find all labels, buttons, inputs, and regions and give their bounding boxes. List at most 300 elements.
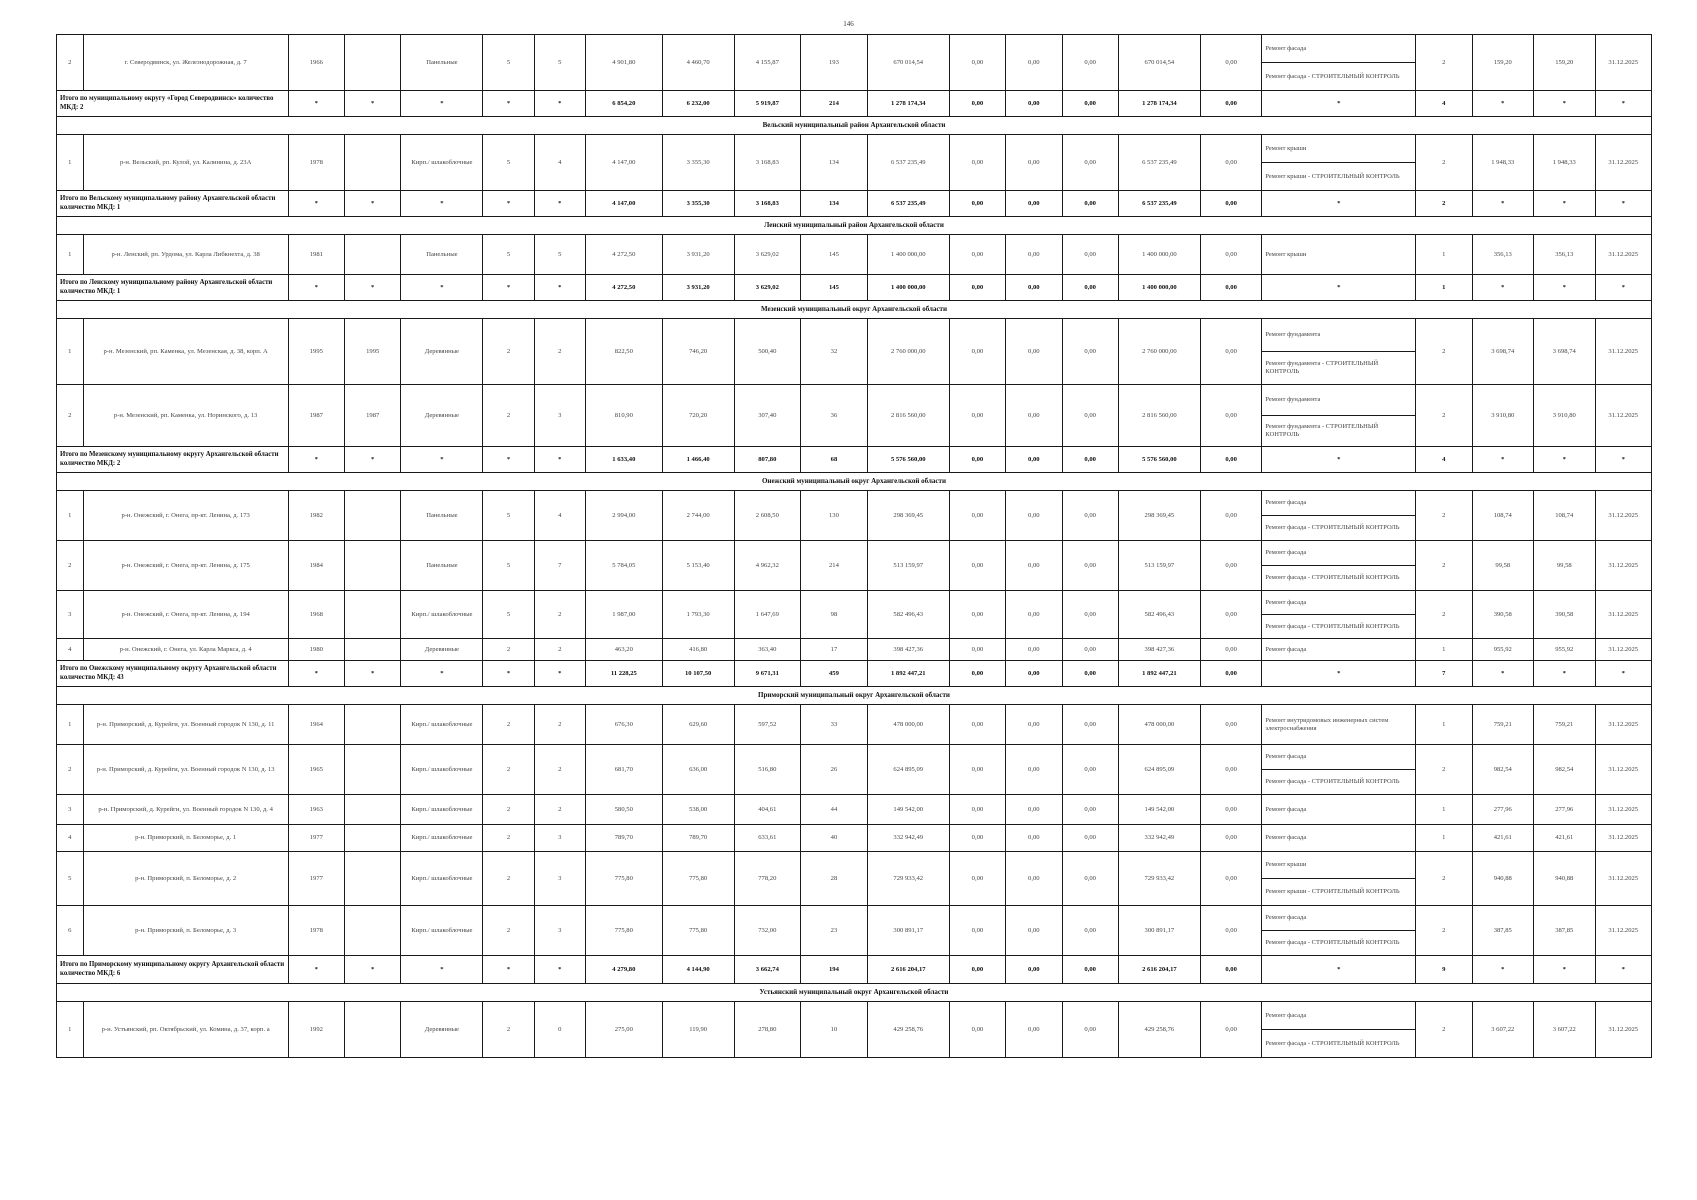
- total-cell: 3 355,30: [662, 191, 734, 217]
- table-cell: 3 168,83: [734, 135, 801, 191]
- table-cell: [345, 795, 401, 825]
- table-row: [57, 795, 1652, 825]
- table-cell: 2: [483, 745, 534, 795]
- table-cell: 2: [1416, 319, 1472, 385]
- table-cell: 31.12.2025: [1595, 825, 1651, 852]
- table-cell: 4 147,00: [585, 135, 662, 191]
- total-cell: *: [483, 447, 534, 473]
- table-cell: 416,80: [662, 639, 734, 661]
- table-cell: 398 427,36: [1118, 639, 1200, 661]
- table-cell: 789,70: [585, 825, 662, 852]
- work-type: Ремонт фасада - СТРОИТЕЛЬНЫЙ КОНТРОЛЬ: [1262, 770, 1416, 795]
- table-cell: 582 496,43: [867, 591, 949, 639]
- table-cell: 0,00: [1200, 639, 1262, 661]
- total-cell: 4: [1416, 447, 1472, 473]
- table-cell: 629,60: [662, 705, 734, 745]
- table-cell: 2 760 000,00: [1118, 319, 1200, 385]
- total-cell: *: [345, 661, 401, 687]
- table-cell: 3 355,30: [662, 135, 734, 191]
- table-cell: Панельные: [401, 491, 483, 541]
- table-cell: 4: [57, 639, 84, 661]
- table-cell: 0,00: [1062, 1002, 1118, 1058]
- table-row: [57, 1002, 1652, 1030]
- section-header: Онежский муниципальный округ Архангельской области: [57, 473, 1652, 491]
- address-cell: р-н. Онежский, г. Онега, пр-кт. Ленина, д. 175: [83, 541, 288, 591]
- table-cell: 1: [1416, 825, 1472, 852]
- table-cell: 778,20: [734, 852, 801, 906]
- total-cell: 0,00: [1200, 191, 1262, 217]
- work-type: Ремонт фундамента: [1262, 385, 1416, 416]
- address-cell: р-н. Ленский, рп. Урдома, ул. Карла Либкнехта, д. 38: [83, 235, 288, 275]
- total-cell: 807,80: [734, 447, 801, 473]
- table-cell: 31.12.2025: [1595, 135, 1651, 191]
- table-cell: 0,00: [1006, 235, 1062, 275]
- table-cell: 0,00: [1200, 906, 1262, 956]
- address-cell: р-н. Приморский, п. Беломорье, д. 2: [83, 852, 288, 906]
- table-cell: 0,00: [949, 825, 1005, 852]
- total-cell: *: [534, 275, 585, 301]
- total-label: Итого по Мезенскому муниципальному округу Архангельской области количество МКД: 2: [57, 447, 289, 473]
- table-cell: 1995: [288, 319, 344, 385]
- total-cell: 1: [1416, 275, 1472, 301]
- total-cell: 0,00: [1200, 275, 1262, 301]
- table-cell: 0,00: [1200, 491, 1262, 541]
- total-cell: 1 633,40: [585, 447, 662, 473]
- table-cell: [345, 906, 401, 956]
- table-row: [57, 135, 1652, 163]
- table-cell: 4: [534, 491, 585, 541]
- table-cell: 0,00: [1062, 795, 1118, 825]
- table-cell: [345, 852, 401, 906]
- table-cell: 1 400 000,00: [1118, 235, 1200, 275]
- total-cell: 0,00: [949, 661, 1005, 687]
- table-cell: 1992: [288, 1002, 344, 1058]
- address-cell: р-н. Приморский, д. Курейги, ул. Военный городок N 130, д. 11: [83, 705, 288, 745]
- table-cell: [345, 705, 401, 745]
- table-cell: 10: [801, 1002, 868, 1058]
- section-header-row: [57, 301, 1652, 319]
- table-cell: 0,00: [1006, 825, 1062, 852]
- total-cell: 10 107,50: [662, 661, 734, 687]
- table-cell: 0,00: [1006, 319, 1062, 385]
- table-cell: 1 647,69: [734, 591, 801, 639]
- table-cell: 214: [801, 541, 868, 591]
- table-cell: 31.12.2025: [1595, 795, 1651, 825]
- table-cell: 2: [1416, 491, 1472, 541]
- table-cell: 0,00: [1062, 541, 1118, 591]
- total-cell: *: [1472, 661, 1534, 687]
- table-cell: 98: [801, 591, 868, 639]
- work-type: Ремонт крыши - СТРОИТЕЛЬНЫЙ КОНТРОЛЬ: [1262, 879, 1416, 906]
- table-cell: 4 901,80: [585, 35, 662, 91]
- table-cell: 1 948,33: [1472, 135, 1534, 191]
- total-cell: *: [345, 447, 401, 473]
- total-row: [57, 447, 1652, 473]
- table-cell: 759,21: [1472, 705, 1534, 745]
- table-cell: 720,20: [662, 385, 734, 447]
- table-cell: 940,88: [1534, 852, 1596, 906]
- total-cell: 1 278 174,34: [867, 91, 949, 117]
- total-cell: 0,00: [949, 447, 1005, 473]
- table-cell: 1977: [288, 825, 344, 852]
- work-type: Ремонт фасада: [1262, 795, 1416, 825]
- table-cell: 108,74: [1472, 491, 1534, 541]
- table-cell: 0,00: [1200, 385, 1262, 447]
- table-cell: 636,00: [662, 745, 734, 795]
- section-header: Мезенский муниципальный округ Архангельской области: [57, 301, 1652, 319]
- table-cell: 1995: [345, 319, 401, 385]
- table-cell: 670 014,54: [1118, 35, 1200, 91]
- table-cell: 6 537 235,49: [867, 135, 949, 191]
- table-cell: 332 942,49: [867, 825, 949, 852]
- table-cell: Кирп./ шлакоблочные: [401, 852, 483, 906]
- work-type: Ремонт фасада: [1262, 825, 1416, 852]
- table-cell: 0,00: [949, 541, 1005, 591]
- total-cell: *: [483, 661, 534, 687]
- table-row: [57, 491, 1652, 516]
- table-cell: 1 400 000,00: [867, 235, 949, 275]
- table-cell: 0: [534, 1002, 585, 1058]
- table-cell: Панельные: [401, 235, 483, 275]
- work-type: Ремонт фасада - СТРОИТЕЛЬНЫЙ КОНТРОЛЬ: [1262, 615, 1416, 639]
- total-cell: *: [288, 191, 344, 217]
- table-cell: 5: [483, 35, 534, 91]
- table-cell: 1980: [288, 639, 344, 661]
- table-cell: 1: [57, 705, 84, 745]
- table-cell: 2: [483, 639, 534, 661]
- total-cell: 3 168,83: [734, 191, 801, 217]
- total-cell: *: [534, 91, 585, 117]
- table-cell: 0,00: [949, 235, 1005, 275]
- table-cell: 3 931,20: [662, 235, 734, 275]
- table-cell: 500,40: [734, 319, 801, 385]
- table-cell: 0,00: [1062, 35, 1118, 91]
- table-cell: 193: [801, 35, 868, 91]
- table-cell: 0,00: [1062, 745, 1118, 795]
- table-cell: 0,00: [1006, 385, 1062, 447]
- total-cell: 0,00: [1006, 91, 1062, 117]
- table-cell: 2: [534, 591, 585, 639]
- table-cell: 2: [483, 385, 534, 447]
- address-cell: р-н. Приморский, п. Беломорье, д. 3: [83, 906, 288, 956]
- table-cell: 4 962,32: [734, 541, 801, 591]
- table-cell: 300 891,17: [867, 906, 949, 956]
- total-cell: 134: [801, 191, 868, 217]
- table-cell: 4: [534, 135, 585, 191]
- total-cell: 0,00: [1200, 447, 1262, 473]
- total-cell: *: [1595, 956, 1651, 984]
- table-cell: 5 153,40: [662, 541, 734, 591]
- table-cell: 2: [483, 795, 534, 825]
- table-cell: Панельные: [401, 35, 483, 91]
- table-cell: 2: [1416, 745, 1472, 795]
- table-cell: 31.12.2025: [1595, 906, 1651, 956]
- total-cell: 0,00: [1200, 661, 1262, 687]
- table-cell: 404,61: [734, 795, 801, 825]
- table-cell: 356,13: [1534, 235, 1596, 275]
- table-cell: 1: [57, 135, 84, 191]
- table-cell: 2: [57, 385, 84, 447]
- table-row: [57, 319, 1652, 352]
- table-cell: [345, 235, 401, 275]
- table-cell: 810,90: [585, 385, 662, 447]
- total-cell: *: [534, 191, 585, 217]
- table-cell: 0,00: [1200, 852, 1262, 906]
- total-cell: *: [1262, 275, 1416, 301]
- table-cell: 1: [1416, 235, 1472, 275]
- table-cell: 3: [534, 825, 585, 852]
- table-cell: 775,80: [585, 906, 662, 956]
- total-cell: 3 662,74: [734, 956, 801, 984]
- total-cell: *: [1262, 191, 1416, 217]
- table-cell: 729 933,42: [1118, 852, 1200, 906]
- work-type: Ремонт фасада: [1262, 639, 1416, 661]
- table-cell: 746,20: [662, 319, 734, 385]
- table-cell: 2: [483, 319, 534, 385]
- table-cell: 5: [483, 491, 534, 541]
- table-cell: 2 816 560,00: [1118, 385, 1200, 447]
- total-cell: *: [1534, 956, 1596, 984]
- total-cell: 1 892 447,21: [867, 661, 949, 687]
- table-cell: 2: [1416, 852, 1472, 906]
- table-cell: 463,20: [585, 639, 662, 661]
- table-cell: 4 272,50: [585, 235, 662, 275]
- total-cell: *: [1595, 447, 1651, 473]
- total-cell: 0,00: [1006, 447, 1062, 473]
- work-type: Ремонт фундамента - СТРОИТЕЛЬНЫЙ КОНТРОЛЬ: [1262, 352, 1416, 385]
- table-cell: 36: [801, 385, 868, 447]
- section-header: Устьянский муниципальный округ Архангельской области: [57, 984, 1652, 1002]
- total-cell: 1 400 000,00: [1118, 275, 1200, 301]
- total-cell: 0,00: [949, 275, 1005, 301]
- table-cell: [345, 541, 401, 591]
- total-cell: *: [1595, 275, 1651, 301]
- table-cell: 1: [57, 491, 84, 541]
- work-type: Ремонт фасада - СТРОИТЕЛЬНЫЙ КОНТРОЛЬ: [1262, 516, 1416, 541]
- total-cell: 2 616 204,17: [867, 956, 949, 984]
- table-row: [57, 591, 1652, 615]
- total-cell: 1 278 174,34: [1118, 91, 1200, 117]
- table-cell: 44: [801, 795, 868, 825]
- table-cell: 2: [483, 825, 534, 852]
- table-cell: 1965: [288, 745, 344, 795]
- table-cell: 5: [483, 591, 534, 639]
- table-cell: 0,00: [1062, 385, 1118, 447]
- total-cell: 4 144,90: [662, 956, 734, 984]
- total-cell: *: [1472, 191, 1534, 217]
- table-cell: 982,54: [1534, 745, 1596, 795]
- table-cell: 1 793,30: [662, 591, 734, 639]
- table-cell: Кирп./ шлакоблочные: [401, 745, 483, 795]
- table-cell: 2: [534, 745, 585, 795]
- table-cell: 119,90: [662, 1002, 734, 1058]
- table-cell: 0,00: [949, 319, 1005, 385]
- work-type: Ремонт крыши: [1262, 135, 1416, 163]
- total-cell: *: [345, 275, 401, 301]
- table-cell: Кирп./ шлакоблочные: [401, 135, 483, 191]
- table-cell: 2: [483, 852, 534, 906]
- work-type: Ремонт фасада: [1262, 541, 1416, 566]
- table-cell: 1966: [288, 35, 344, 91]
- table-cell: 2: [1416, 1002, 1472, 1058]
- table-cell: 538,00: [662, 795, 734, 825]
- address-cell: р-н. Устьянский, рп. Октябрьский, ул. Комина, д. 37, корп. а: [83, 1002, 288, 1058]
- table-cell: 0,00: [1200, 35, 1262, 91]
- table-cell: 759,21: [1534, 705, 1596, 745]
- table-cell: 5: [534, 235, 585, 275]
- total-cell: *: [401, 956, 483, 984]
- table-row: [57, 852, 1652, 879]
- total-cell: 0,00: [1062, 91, 1118, 117]
- total-cell: *: [1534, 661, 1596, 687]
- total-cell: 9: [1416, 956, 1472, 984]
- table-cell: 300 891,17: [1118, 906, 1200, 956]
- table-cell: 2: [534, 705, 585, 745]
- table-cell: 1964: [288, 705, 344, 745]
- table-cell: 2: [534, 795, 585, 825]
- total-cell: 4 279,80: [585, 956, 662, 984]
- total-cell: 0,00: [1062, 447, 1118, 473]
- total-cell: *: [1472, 447, 1534, 473]
- work-type: Ремонт фасада - СТРОИТЕЛЬНЫЙ КОНТРОЛЬ: [1262, 1030, 1416, 1058]
- table-cell: 1: [57, 1002, 84, 1058]
- work-type: Ремонт внутридомовых инженерных систем электроснабжения: [1262, 705, 1416, 745]
- table-cell: 31.12.2025: [1595, 491, 1651, 541]
- table-cell: 32: [801, 319, 868, 385]
- work-type: Ремонт фасада: [1262, 906, 1416, 931]
- table-cell: 0,00: [1006, 852, 1062, 906]
- address-cell: р-н. Онежский, г. Онега, пр-кт. Ленина, д. 194: [83, 591, 288, 639]
- table-cell: 0,00: [1200, 745, 1262, 795]
- table-cell: Кирп./ шлакоблочные: [401, 795, 483, 825]
- total-cell: 0,00: [1006, 956, 1062, 984]
- table-cell: 2: [483, 705, 534, 745]
- table-cell: 1: [1416, 639, 1472, 661]
- table-cell: 31.12.2025: [1595, 639, 1651, 661]
- table-cell: Деревянные: [401, 639, 483, 661]
- work-type: Ремонт крыши: [1262, 235, 1416, 275]
- table-cell: 3 910,80: [1472, 385, 1534, 447]
- total-cell: 0,00: [1062, 661, 1118, 687]
- table-row: [57, 35, 1652, 63]
- table-cell: 0,00: [1062, 319, 1118, 385]
- table-cell: 31.12.2025: [1595, 745, 1651, 795]
- total-row: [57, 275, 1652, 301]
- table-cell: 4 155,87: [734, 35, 801, 91]
- table-cell: 2: [483, 906, 534, 956]
- address-cell: р-н. Мезенский, рп. Каменка, ул. Мезенская, д. 38, корп. А: [83, 319, 288, 385]
- table-cell: 0,00: [1200, 825, 1262, 852]
- total-cell: 0,00: [949, 191, 1005, 217]
- total-cell: *: [1262, 91, 1416, 117]
- table-cell: 0,00: [1062, 705, 1118, 745]
- table-cell: 387,85: [1534, 906, 1596, 956]
- table-cell: 6: [57, 906, 84, 956]
- total-cell: 5 576 560,00: [1118, 447, 1200, 473]
- total-label: Итого по Приморскому муниципальному округу Архангельской области количество МКД: 6: [57, 956, 289, 984]
- table-cell: 3: [534, 852, 585, 906]
- table-cell: 0,00: [1006, 639, 1062, 661]
- total-cell: 1 400 000,00: [867, 275, 949, 301]
- section-header: Вельский муниципальный район Архангельской области: [57, 117, 1652, 135]
- total-cell: 9 671,31: [734, 661, 801, 687]
- total-cell: 6 537 235,49: [867, 191, 949, 217]
- table-cell: 5: [483, 235, 534, 275]
- table-cell: 2: [1416, 906, 1472, 956]
- work-type: Ремонт крыши - СТРОИТЕЛЬНЫЙ КОНТРОЛЬ: [1262, 163, 1416, 191]
- total-cell: *: [401, 91, 483, 117]
- table-cell: 982,54: [1472, 745, 1534, 795]
- table-cell: 3: [57, 591, 84, 639]
- total-cell: *: [1534, 191, 1596, 217]
- table-cell: 478 000,00: [867, 705, 949, 745]
- work-type: Ремонт фасада: [1262, 745, 1416, 770]
- table-cell: 2: [57, 541, 84, 591]
- table-cell: 1987: [288, 385, 344, 447]
- table-cell: 1 948,33: [1534, 135, 1596, 191]
- table-cell: Кирп./ шлакоблочные: [401, 825, 483, 852]
- table-cell: 421,61: [1534, 825, 1596, 852]
- capital-repair-table: [56, 34, 1652, 1058]
- section-header-row: [57, 687, 1652, 705]
- total-cell: 4 272,50: [585, 275, 662, 301]
- total-cell: 5 919,87: [734, 91, 801, 117]
- total-cell: 6 537 235,49: [1118, 191, 1200, 217]
- total-cell: 0,00: [1062, 275, 1118, 301]
- table-cell: 0,00: [949, 591, 1005, 639]
- table-cell: [345, 825, 401, 852]
- table-cell: 2: [534, 319, 585, 385]
- table-cell: 3 629,02: [734, 235, 801, 275]
- total-cell: 145: [801, 275, 868, 301]
- table-cell: 17: [801, 639, 868, 661]
- table-row: [57, 541, 1652, 566]
- table-cell: 390,58: [1472, 591, 1534, 639]
- total-cell: *: [483, 956, 534, 984]
- table-cell: 676,30: [585, 705, 662, 745]
- total-cell: 11 228,25: [585, 661, 662, 687]
- table-cell: 1984: [288, 541, 344, 591]
- table-cell: 624 895,09: [1118, 745, 1200, 795]
- table-cell: 0,00: [949, 1002, 1005, 1058]
- table-cell: 0,00: [1200, 591, 1262, 639]
- table-cell: 0,00: [949, 745, 1005, 795]
- table-cell: 0,00: [1006, 491, 1062, 541]
- table-cell: 1968: [288, 591, 344, 639]
- total-cell: 0,00: [1200, 91, 1262, 117]
- total-cell: *: [288, 956, 344, 984]
- table-cell: 0,00: [1200, 235, 1262, 275]
- table-cell: 1: [57, 235, 84, 275]
- total-cell: 5 576 560,00: [867, 447, 949, 473]
- table-cell: 5: [483, 135, 534, 191]
- table-cell: 31.12.2025: [1595, 852, 1651, 906]
- table-cell: 0,00: [1006, 135, 1062, 191]
- table-cell: 3 698,74: [1472, 319, 1534, 385]
- total-cell: 1 892 447,21: [1118, 661, 1200, 687]
- table-cell: 145: [801, 235, 868, 275]
- table-cell: 332 942,49: [1118, 825, 1200, 852]
- address-cell: р-н. Приморский, д. Курейги, ул. Военный городок N 130, д. 13: [83, 745, 288, 795]
- table-cell: 1978: [288, 906, 344, 956]
- table-cell: 277,96: [1472, 795, 1534, 825]
- table-cell: 31.12.2025: [1595, 541, 1651, 591]
- total-cell: *: [483, 91, 534, 117]
- table-cell: 130: [801, 491, 868, 541]
- table-cell: 108,74: [1534, 491, 1596, 541]
- table-cell: 0,00: [1062, 906, 1118, 956]
- table-cell: [345, 1002, 401, 1058]
